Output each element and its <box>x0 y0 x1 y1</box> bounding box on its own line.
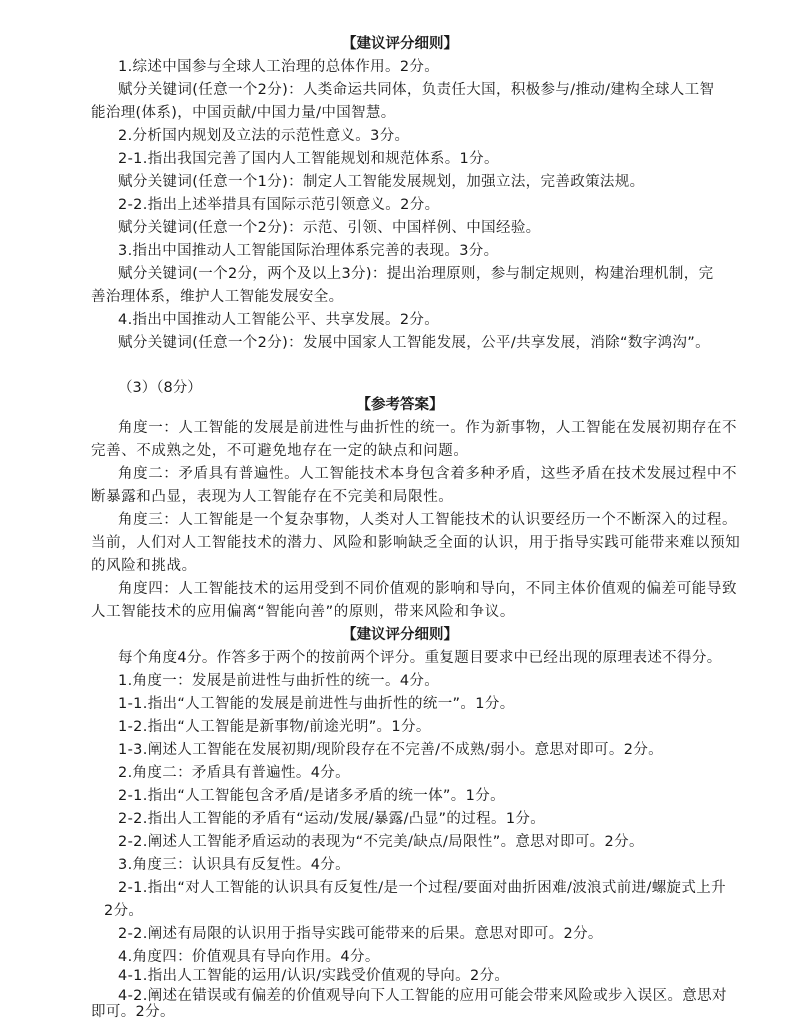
section2-line: 角度一：人工智能的发展是前进性与曲折性的统一。作为新事物，人工智能在发展初期存在不 <box>118 420 738 436</box>
section1-line: 能治理(体系)，中国贡献/中国力量/中国智慧。 <box>91 105 396 121</box>
section1-line: 赋分关键词(任意一个2分)：示范、引领、中国样例、中国经验。 <box>118 220 541 236</box>
section1-line: 2-2.指出上述举措具有国际示范引领意义。2分。 <box>118 197 440 213</box>
section1-heading: 【建议评分细则】 <box>342 36 458 52</box>
section1-line: 善治理体系，维护人工智能发展安全。 <box>91 289 344 305</box>
section3-line: 1-3.阐述人工智能在发展初期/现阶段存在不完善/不成熟/弱小。意思对即可。2分。 <box>118 742 664 758</box>
section1-line: 2-1.指出我国完善了国内人工智能规划和规范体系。1分。 <box>118 151 499 167</box>
section1-line: 1.综述中国参与全球人工治理的总体作用。2分。 <box>118 59 440 75</box>
section3-line: 1-2.指出“人工智能是新事物/前途光明”。1分。 <box>118 719 431 735</box>
section3-line: 3.角度三：认识具有反复性。4分。 <box>118 857 351 873</box>
section3-line: 2-1.指出“人工智能包含矛盾/是诸多矛盾的统一体”。1分。 <box>118 788 505 804</box>
section3-line: 2.角度二：矛盾具有普遍性。4分。 <box>118 765 351 781</box>
section3-line: 1-1.指出“人工智能的发展是前进性与曲折性的统一”。1分。 <box>118 696 515 712</box>
section2-line: 当前，人们对人工智能技术的潜力、风险和影响缺乏全面的认识，用于指导实践可能带来难以预知 <box>91 535 741 551</box>
section2-line: 角度三：人工智能是一个复杂事物，人类对人工智能技术的认识要经历一个不断深入的过程。 <box>118 512 738 528</box>
section3-heading: 【建议评分细则】 <box>342 627 458 643</box>
section3-line: 4-2.阐述在错误或有偏差的价值观导向下人工智能的应用可能会带来风险或步入误区。意思对 <box>118 988 727 1004</box>
section1-line: 赋分关键词(任意一个2分)：发展中国家人工智能发展，公平/共享发展，消除“数字鸿沟”。 <box>118 335 710 351</box>
section2-line: 断暴露和凸显，表现为人工智能存在不完美和局限性。 <box>91 489 454 505</box>
section2-line: 角度四：人工智能技术的运用受到不同价值观的影响和导向，不同主体价值观的偏差可能导致 <box>118 581 738 597</box>
section3-line: 1.角度一：发展是前进性与曲折性的统一。4分。 <box>118 673 440 689</box>
section1-line: 赋分关键词(任意一个2分)：人类命运共同体，负责任大国，积极参与/推动/建构全球人工智 <box>118 82 715 98</box>
section1-line: 赋分关键词(任意一个1分)：制定人工智能发展规划，加强立法，完善政策法规。 <box>118 174 645 190</box>
section3-line: 2-2.阐述有局限的认识用于指导实践可能带来的后果。意思对即可。2分。 <box>118 926 603 942</box>
section3-line: 2分。 <box>104 903 144 919</box>
section2-heading: 【参考答案】 <box>356 397 444 413</box>
section1-line: 2.分析国内规划及立法的示范性意义。3分。 <box>118 128 410 144</box>
question-label: （3）（8分） <box>118 380 202 396</box>
section3-line: 即可。2分。 <box>91 1004 175 1020</box>
section2-line: 的风险和挑战。 <box>91 558 197 574</box>
section3-line: 4.角度四：价值观具有导向作用。4分。 <box>118 949 380 965</box>
section3-line: 2-1.指出“对人工智能的认识具有反复性/是一个过程/要面对曲折困难/波浪式前进/螺旋式上升 <box>118 880 726 896</box>
section2-line: 完善、不成熟之处，不可避免地存在一定的缺点和问题。 <box>91 443 469 459</box>
section1-line: 4.指出中国推动人工智能公平、共享发展。2分。 <box>118 312 440 328</box>
section3-line: 4-1.指出人工智能的运用/认识/实践受价值观的导向。2分。 <box>118 968 510 984</box>
section3-line: 2-2.阐述人工智能矛盾运动的表现为“不完美/缺点/局限性”。意思对即可。2分。 <box>118 834 644 850</box>
section1-line: 3.指出中国推动人工智能国际治理体系完善的表现。3分。 <box>118 243 499 259</box>
section3-line: 2-2.指出人工智能的矛盾有“运动/发展/暴露/凸显”的过程。1分。 <box>118 811 546 827</box>
section3-line: 每个角度4分。作答多于两个的按前两个评分。重复题目要求中已经出现的原理表述不得分。 <box>118 650 722 666</box>
section2-line: 角度二：矛盾具有普遍性。人工智能技术本身包含着多种矛盾，这些矛盾在技术发展过程中不 <box>118 466 738 482</box>
section1-line: 赋分关键词(一个2分，两个及以上3分)：提出治理原则，参与制定规则，构建治理机制，完 <box>118 266 714 282</box>
section2-line: 人工智能技术的应用偏离“智能向善”的原则，带来风险和争议。 <box>91 604 515 620</box>
